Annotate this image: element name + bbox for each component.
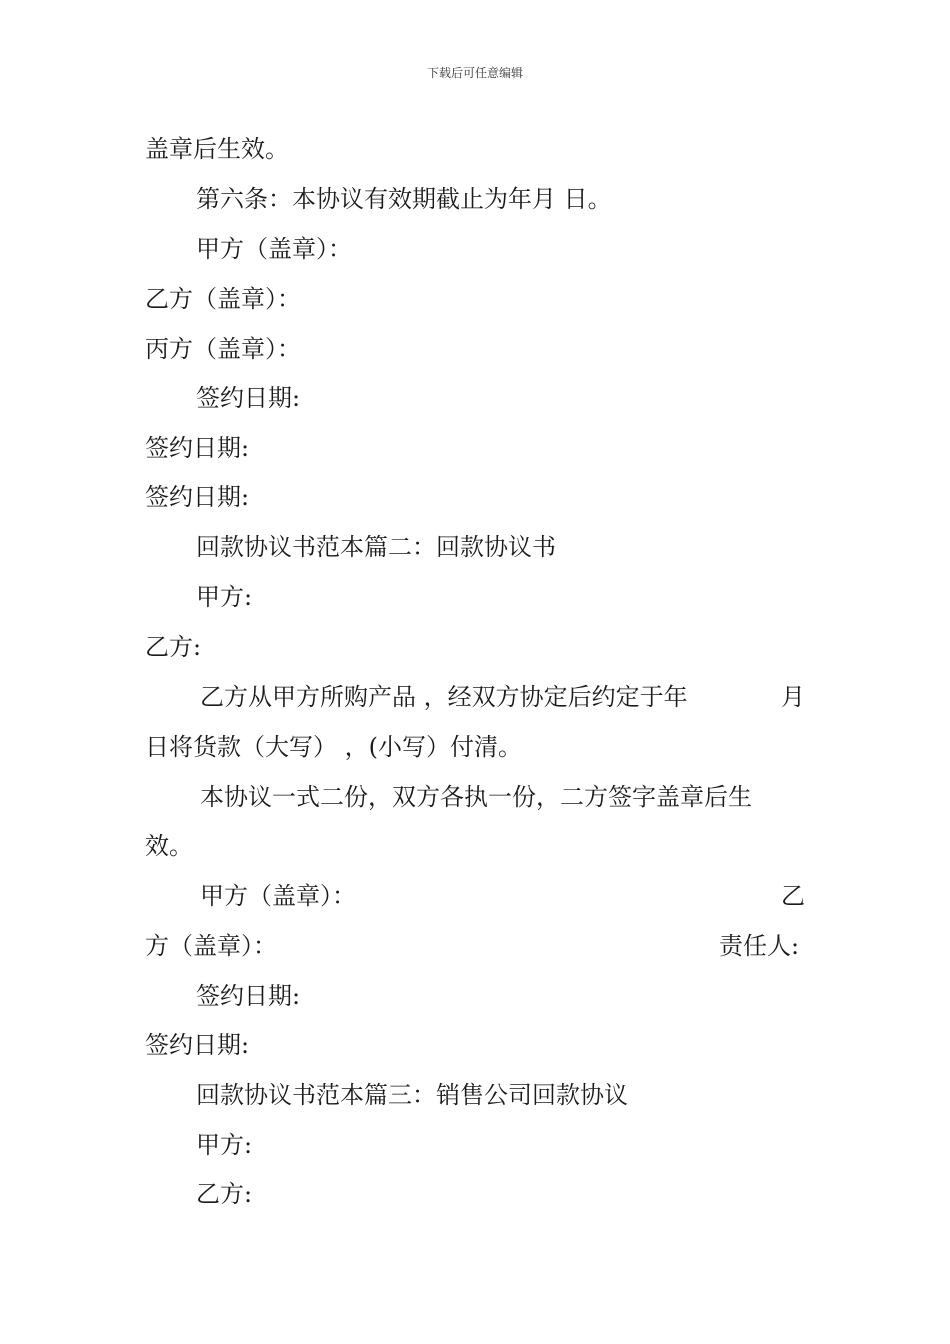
section-heading-two: 回款协议书范本篇二：回款协议书 — [196, 533, 556, 561]
party-a-seal-line: 甲方（盖章）： — [200, 882, 356, 910]
signing-date-line: 签约日期: — [145, 1031, 250, 1059]
party-c-seal-line: 丙方（盖章）： — [145, 335, 301, 363]
body-paragraph-line: 日将货款（大写） ，(小写）付清。 — [145, 733, 522, 761]
body-paragraph-line: 本协议一式二份，双方各执一份，二方签字盖章后生 — [200, 783, 752, 811]
page-header: 下载后可任意编辑 — [426, 66, 523, 80]
section-heading-three: 回款协议书范本篇三：销售公司回款协议 — [196, 1081, 628, 1109]
responsible-person-line: 责任人: — [719, 932, 800, 960]
party-b-seal-line: 乙方（盖章）： — [145, 285, 301, 313]
signing-date-line: 签约日期: — [196, 982, 301, 1010]
signing-date-line: 签约日期: — [145, 434, 250, 462]
article-six-line: 第六条：本协议有效期截止为年月 日。 — [196, 185, 612, 213]
signing-date-line: 签约日期: — [145, 483, 250, 511]
party-a-line: 甲方: — [196, 583, 253, 611]
party-b-line: 乙方: — [145, 633, 202, 661]
party-a-line: 甲方: — [196, 1131, 253, 1159]
party-a-seal-line: 甲方（盖章）： — [196, 235, 352, 263]
body-paragraph-line: 乙方从甲方所购产品 ，经双方协定后约定于年 — [200, 683, 688, 711]
body-paragraph-line-end: 月 — [781, 683, 805, 711]
party-b-line: 乙方: — [196, 1180, 253, 1208]
signing-date-line: 签约日期: — [196, 384, 301, 412]
party-b-seal-line-start: 乙 — [781, 882, 805, 910]
body-line: 盖章后生效。 — [145, 135, 289, 163]
party-b-seal-line-end: 方（盖章）： — [145, 932, 277, 960]
body-paragraph-line: 效。 — [145, 832, 193, 860]
